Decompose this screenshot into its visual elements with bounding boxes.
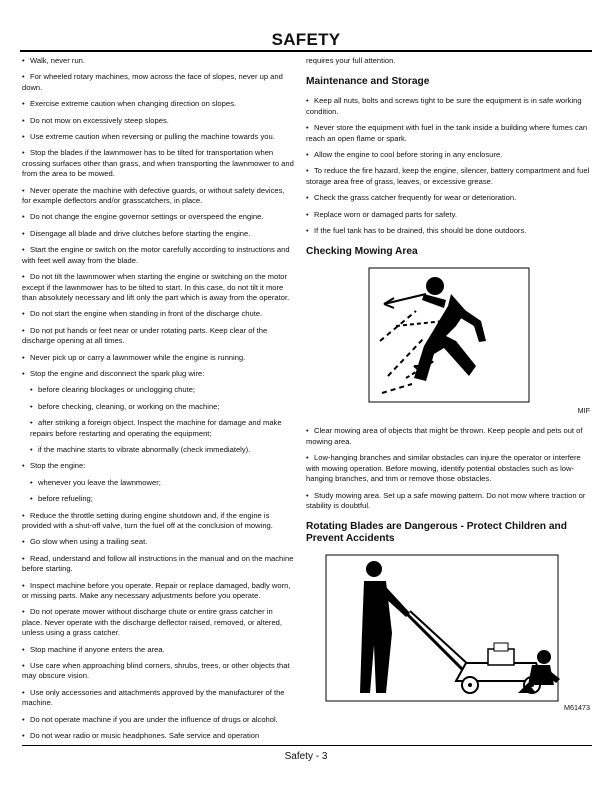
bullet-text: Keep all nuts, bolts and screws tight to be sure the equipment is in safe working condition.	[306, 96, 582, 116]
header-rule	[20, 50, 592, 52]
bullet-icon: •	[22, 56, 25, 65]
maintenance-list	[306, 96, 592, 236]
bullet-text: Use only accessories and attachments approved by the manufacturer of the machine.	[22, 687, 285, 708]
continuation-text: requires your full attention.	[306, 56, 396, 65]
bullet-text: Do not operate mower without discharge chute or entire grass catcher in place. Never operate with the discharge deflector raised, removed, or altered, unless using a grass catcher.	[22, 607, 283, 638]
bullet-icon: •	[22, 368, 25, 378]
bullet-icon: •	[306, 453, 309, 463]
bullet-item	[22, 461, 294, 471]
bullet-text: before refueling;	[38, 494, 93, 504]
bullet-item	[22, 715, 294, 725]
bullet-text: Study mowing area. Set up a safe mowing pattern. Do not mow where traction or stability is doubtful.	[306, 490, 586, 510]
bullet-icon: •	[22, 687, 25, 697]
bullet-icon: •	[306, 150, 309, 160]
bullet-item	[306, 453, 592, 484]
bullet-text: Never operate the machine with defective guards, or without safety devices, for example deflectors and/or grasscatchers, in place.	[22, 185, 285, 206]
maintenance-heading: Maintenance and Storage	[306, 76, 430, 88]
left-column	[22, 56, 294, 748]
right-column	[306, 56, 592, 713]
bullet-text: before clearing blockages or unclogging chute;	[38, 385, 196, 395]
bullet-icon: •	[22, 510, 25, 520]
bullet-item	[22, 212, 294, 222]
rotating-blades-figure	[306, 553, 592, 713]
bullet-text: whenever you leave the lawnmower;	[38, 477, 161, 487]
bullet-icon: •	[22, 99, 25, 109]
bullet-item	[22, 132, 294, 142]
bullet-text: Do not operate machine if you are under the influence of drugs or alcohol.	[30, 714, 278, 724]
bullet-text: Walk, never run.	[30, 56, 86, 65]
bullet-item	[22, 326, 294, 347]
bullet-text: Stop the blades if the lawnmower has to be tilted for transportation when crossing surfaces other than grass, and when transporting the lawnmower to and from the area to be mowed.	[22, 148, 294, 179]
bullet-text: Do not put hands or feet near or under rotating parts. Keep clear of the discharge opening at all times.	[22, 325, 268, 346]
bullet-text: Do not mow on excessively steep slopes.	[30, 115, 169, 125]
bullet-icon: •	[22, 228, 25, 238]
bullet-item	[22, 353, 294, 363]
bullet-icon: •	[22, 245, 25, 255]
sub-bullet-item	[22, 418, 294, 439]
bullet-item	[22, 56, 294, 66]
bullet-item	[22, 688, 294, 709]
bullet-icon: •	[22, 212, 25, 222]
bullet-item	[22, 537, 294, 547]
bullet-text: Read, understand and follow all instructions in the manual and on the machine before starting.	[22, 553, 294, 574]
bullet-item	[22, 607, 294, 638]
bullet-item	[22, 245, 294, 266]
bullet-icon: •	[30, 477, 33, 487]
bullet-icon: •	[306, 123, 309, 133]
bullet-icon: •	[22, 644, 25, 654]
bullet-icon: •	[22, 352, 25, 362]
bullet-item	[306, 193, 592, 203]
bullet-item	[22, 731, 294, 741]
bullet-icon: •	[306, 226, 309, 236]
bullet-item	[22, 99, 294, 109]
bullet-text: Do not tilt the lawnmower when starting the engine or switching on the motor except if the lawnmower has to be tilted to start. In this case, do not tilt it more than absolutely necessary and lift only the part which is away from the operator.	[22, 272, 290, 302]
figure-label-mif: MIF	[577, 406, 590, 416]
bullet-icon: •	[30, 385, 33, 395]
bullet-item	[22, 116, 294, 126]
bullet-icon: •	[30, 494, 33, 504]
bullet-text: Replace worn or damaged parts for safety.	[314, 209, 457, 219]
bullet-text: For wheeled rotary machines, mow across the face of slopes, never up and down.	[22, 72, 283, 92]
bullet-text: Stop the engine:	[30, 461, 86, 471]
bullet-text: after striking a foreign object. Inspect the machine for damage and make repairs before restarting and operating the equipment;	[30, 418, 282, 438]
bullet-text: Exercise extreme caution when changing direction on slopes.	[30, 99, 236, 109]
bullet-item	[306, 210, 592, 220]
bullet-icon: •	[306, 426, 309, 436]
bullet-icon: •	[22, 272, 25, 282]
bullet-item	[22, 369, 294, 379]
sub-bullet-item	[22, 402, 294, 412]
bullet-item	[306, 150, 592, 160]
bullet-item	[22, 72, 294, 93]
bullet-icon: •	[22, 148, 25, 158]
bullet-text: Check the grass catcher frequently for wear or deterioration.	[314, 193, 517, 203]
page-footer: Safety - 3	[284, 751, 328, 762]
bullet-item	[22, 645, 294, 655]
bullet-icon: •	[22, 185, 25, 195]
bullet-item	[306, 491, 592, 512]
bullet-icon: •	[22, 537, 25, 547]
bullet-icon: •	[22, 461, 25, 471]
mowing-list	[306, 426, 592, 511]
bullet-item	[22, 661, 294, 682]
bullet-icon: •	[22, 115, 25, 125]
bullet-text: Do not change the engine governor settings or overspeed the engine.	[30, 212, 264, 222]
bullet-item	[22, 148, 294, 179]
bullet-icon: •	[22, 714, 25, 724]
bullet-item	[22, 554, 294, 575]
mower-child-illustration	[306, 553, 592, 705]
bullet-text: To reduce the fire hazard, keep the engine, silencer, battery compartment and fuel storage area free of grass, leaves, or excessive grease.	[306, 166, 590, 186]
bullet-text: before checking, cleaning, or working on the machine;	[38, 401, 220, 411]
bullet-icon: •	[30, 401, 33, 411]
bullet-item	[22, 186, 294, 207]
bullet-icon: •	[22, 731, 25, 741]
bullet-text: Reduce the throttle setting during engine shutdown and, if the engine is provided with a shut-off valve, turn the fuel off at the conclusion of mowing.	[22, 510, 273, 530]
sub-bullet-item	[22, 494, 294, 504]
bullet-text: if the machine starts to vibrate abnormally (check immediately).	[38, 444, 251, 454]
bullet-text: Inspect machine before you operate. Repair or replace damaged, badly worn, or missing parts. Make any necessary adjustments before you operate.	[22, 580, 291, 601]
bullet-icon: •	[306, 193, 309, 203]
bullet-icon: •	[306, 166, 309, 176]
thrown-objects-illustration	[306, 266, 592, 406]
thrown-objects-figure	[306, 266, 592, 414]
bullet-item	[306, 426, 592, 447]
bullet-text: Start the engine or switch on the motor carefully according to instructions and with feet well away from the blade.	[22, 245, 290, 265]
bullet-item	[22, 581, 294, 602]
bullet-item	[22, 309, 294, 319]
page-title: SAFETY	[271, 30, 341, 49]
bullet-text: Clear mowing area of objects that might be thrown. Keep people and pets out of mowing area.	[306, 426, 583, 446]
bullet-item	[22, 229, 294, 239]
bullet-text: Allow the engine to cool before storing in any enclosure.	[314, 150, 503, 160]
mowing-heading: Checking Mowing Area	[306, 246, 418, 258]
bullet-icon: •	[22, 607, 25, 617]
left-bullet-list	[22, 56, 294, 742]
bullet-text: Use extreme caution when reversing or pulling the machine towards you.	[30, 132, 275, 142]
footer-rule	[22, 745, 592, 746]
sub-bullet-item	[22, 478, 294, 488]
bullet-item	[22, 511, 294, 532]
bullet-item	[22, 272, 294, 303]
bullet-icon: •	[30, 444, 33, 454]
bullet-icon: •	[22, 132, 25, 142]
bullet-icon: •	[306, 490, 309, 500]
bullet-icon: •	[22, 553, 25, 563]
bullet-text: Disengage all blade and drive clutches before starting the engine.	[30, 228, 251, 238]
bullet-item	[306, 96, 592, 117]
bullet-text: Stop machine if anyone enters the area.	[30, 644, 165, 654]
blades-heading: Rotating Blades are Dangerous - Protect Children and Prevent Accidents	[306, 521, 567, 545]
bullet-item	[306, 166, 592, 187]
bullet-icon: •	[306, 209, 309, 219]
bullet-icon: •	[22, 72, 25, 82]
bullet-item	[306, 226, 592, 236]
bullet-text: Low-hanging branches and similar obstacles can injure the operator or interfere with mowing operation. Before mowing, identify potential obstacles such as low-hanging branches, and trim or remove those obstacles.	[306, 453, 581, 484]
bullet-icon: •	[22, 580, 25, 590]
bullet-text: If the fuel tank has to be drained, this should be done outdoors.	[314, 226, 527, 236]
bullet-text: Go slow when using a trailing seat.	[30, 537, 148, 547]
bullet-icon: •	[22, 661, 25, 671]
bullet-text: Never store the equipment with fuel in the tank inside a building where fumes can reach an open flame or spark.	[306, 123, 588, 143]
bullet-text: Do not wear radio or music headphones. Safe service and operation	[30, 731, 260, 741]
bullet-text: Stop the engine and disconnect the spark plug wire:	[30, 368, 205, 378]
figure-label-m61473: M61473	[564, 703, 590, 713]
bullet-item	[306, 123, 592, 144]
sub-bullet-item	[22, 445, 294, 455]
bullet-icon: •	[22, 309, 25, 319]
bullet-text: Use care when approaching blind corners, shrubs, trees, or other objects that may obscure vision.	[22, 661, 290, 681]
bullet-icon: •	[30, 418, 33, 428]
bullet-icon: •	[22, 325, 25, 335]
bullet-icon: •	[306, 96, 309, 106]
bullet-text: Never pick up or carry a lawnmower while the engine is running.	[30, 352, 246, 362]
bullet-text: Do not start the engine when standing in front of the discharge chute.	[30, 309, 263, 319]
sub-bullet-item	[22, 385, 294, 395]
